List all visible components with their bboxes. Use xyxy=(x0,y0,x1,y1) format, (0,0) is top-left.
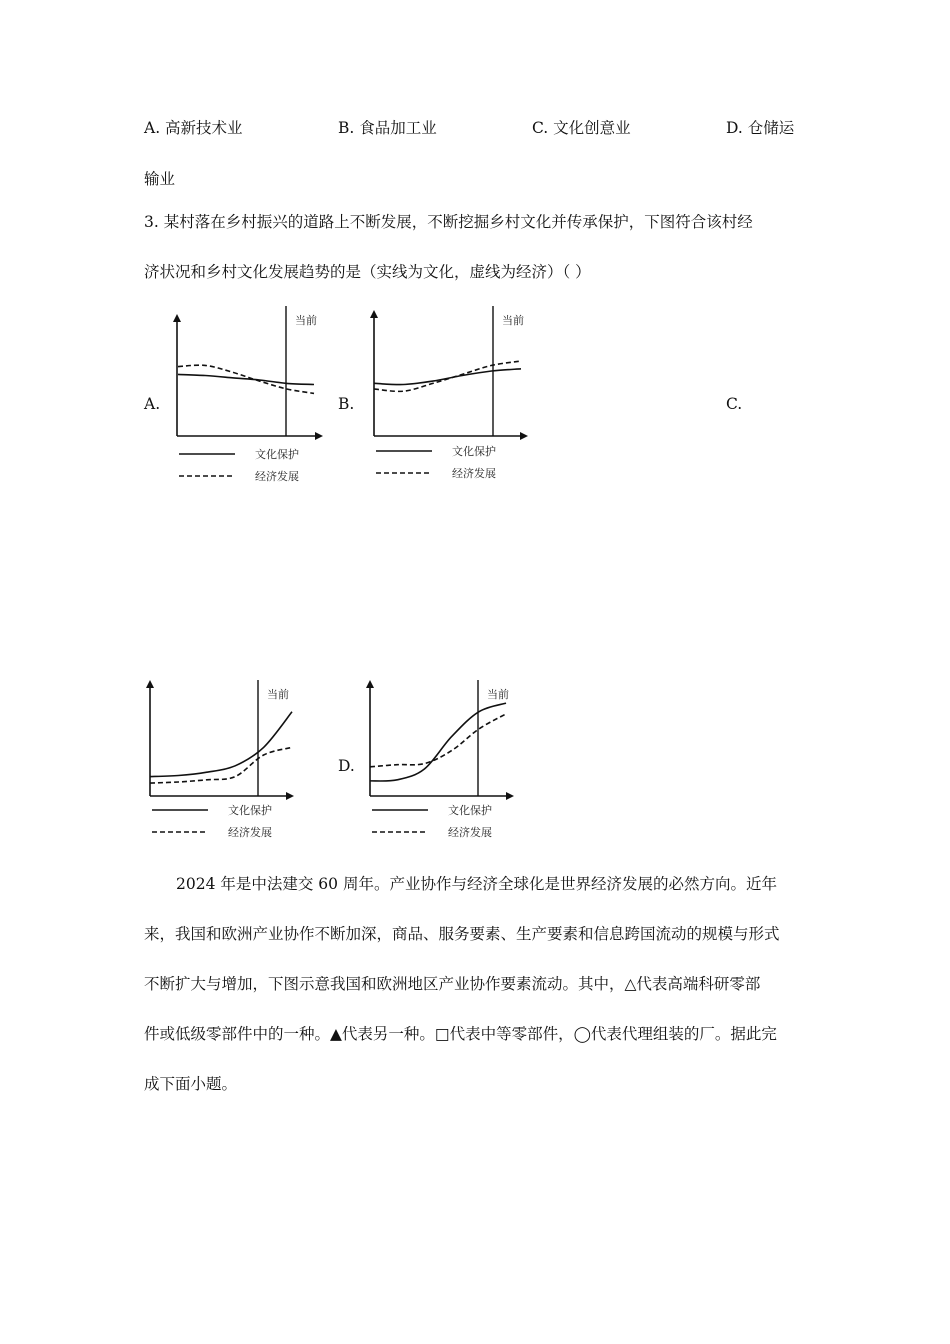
label-a: A. xyxy=(144,395,161,413)
legend-economy-label: 经济发展 xyxy=(452,467,496,480)
passage-line-4: 件或低级零部件中的一种。▲代表另一种。□代表中等零部件，◯代表代理组装的厂。据此完 xyxy=(144,1025,777,1043)
legend-culture-label: 文化保护 xyxy=(255,448,299,461)
y-axis-arrow xyxy=(370,310,378,318)
x-axis-arrow xyxy=(286,792,294,800)
passage-line-3: 不断扩大与增加，下图示意我国和欧洲地区产业协作要素流动。其中，△代表高端科研零部 xyxy=(144,975,761,993)
option-c: C. 文化创意业 xyxy=(532,119,631,137)
question-3-line-2: 济状况和乡村文化发展趋势的是（实线为文化，虚线为经济）（ ） xyxy=(144,263,591,281)
option-d-continued: 输业 xyxy=(144,170,176,188)
current-marker-label: 当前 xyxy=(487,688,509,701)
label-d: D. xyxy=(338,757,355,775)
chart-option-d xyxy=(354,676,520,842)
option-b: B. 食品加工业 xyxy=(338,119,437,137)
legend-culture-label: 文化保护 xyxy=(228,804,272,817)
series-economy-line xyxy=(370,714,506,767)
question-3-line-1: 3. 某村落在乡村振兴的道路上不断发展，不断挖掘乡村文化并传承保护，下图符合该村经 xyxy=(144,213,753,231)
passage-line-1: 2024 年是中法建交 60 周年。产业协作与经济全球化是世界经济发展的必然方向。近年 xyxy=(176,875,777,893)
passage-line-5: 成下面小题。 xyxy=(144,1075,238,1093)
label-c: C. xyxy=(726,395,743,413)
option-a: A. 高新技术业 xyxy=(144,119,243,137)
y-axis-arrow xyxy=(173,314,181,322)
current-marker-label: 当前 xyxy=(295,314,317,327)
legend-economy-label: 经济发展 xyxy=(228,826,272,839)
legend-culture-label: 文化保护 xyxy=(452,445,496,458)
label-b: B. xyxy=(338,395,355,413)
x-axis-arrow xyxy=(506,792,514,800)
series-culture-line xyxy=(150,712,292,777)
series-culture-line xyxy=(374,369,521,385)
series-culture-line xyxy=(178,374,314,384)
chart-option-b xyxy=(358,302,530,486)
current-marker-label: 当前 xyxy=(502,314,524,327)
legend-culture-label: 文化保护 xyxy=(448,804,492,817)
series-economy-line xyxy=(374,361,521,391)
chart-option-a xyxy=(160,302,330,486)
passage-line-2: 来，我国和欧洲产业协作不断加深，商品、服务要素、生产要素和信息跨国流动的规模与形式 xyxy=(144,925,780,943)
x-axis-arrow xyxy=(520,432,528,440)
x-axis-arrow xyxy=(315,432,323,440)
option-d: D. 仓储运 xyxy=(726,119,795,137)
y-axis-arrow xyxy=(366,680,374,688)
series-economy-line xyxy=(150,747,292,783)
current-marker-label: 当前 xyxy=(267,688,289,701)
series-culture-line xyxy=(370,703,506,781)
legend-economy-label: 经济发展 xyxy=(255,470,299,483)
y-axis-arrow xyxy=(146,680,154,688)
chart-option-c xyxy=(134,676,300,842)
legend-economy-label: 经济发展 xyxy=(448,826,492,839)
